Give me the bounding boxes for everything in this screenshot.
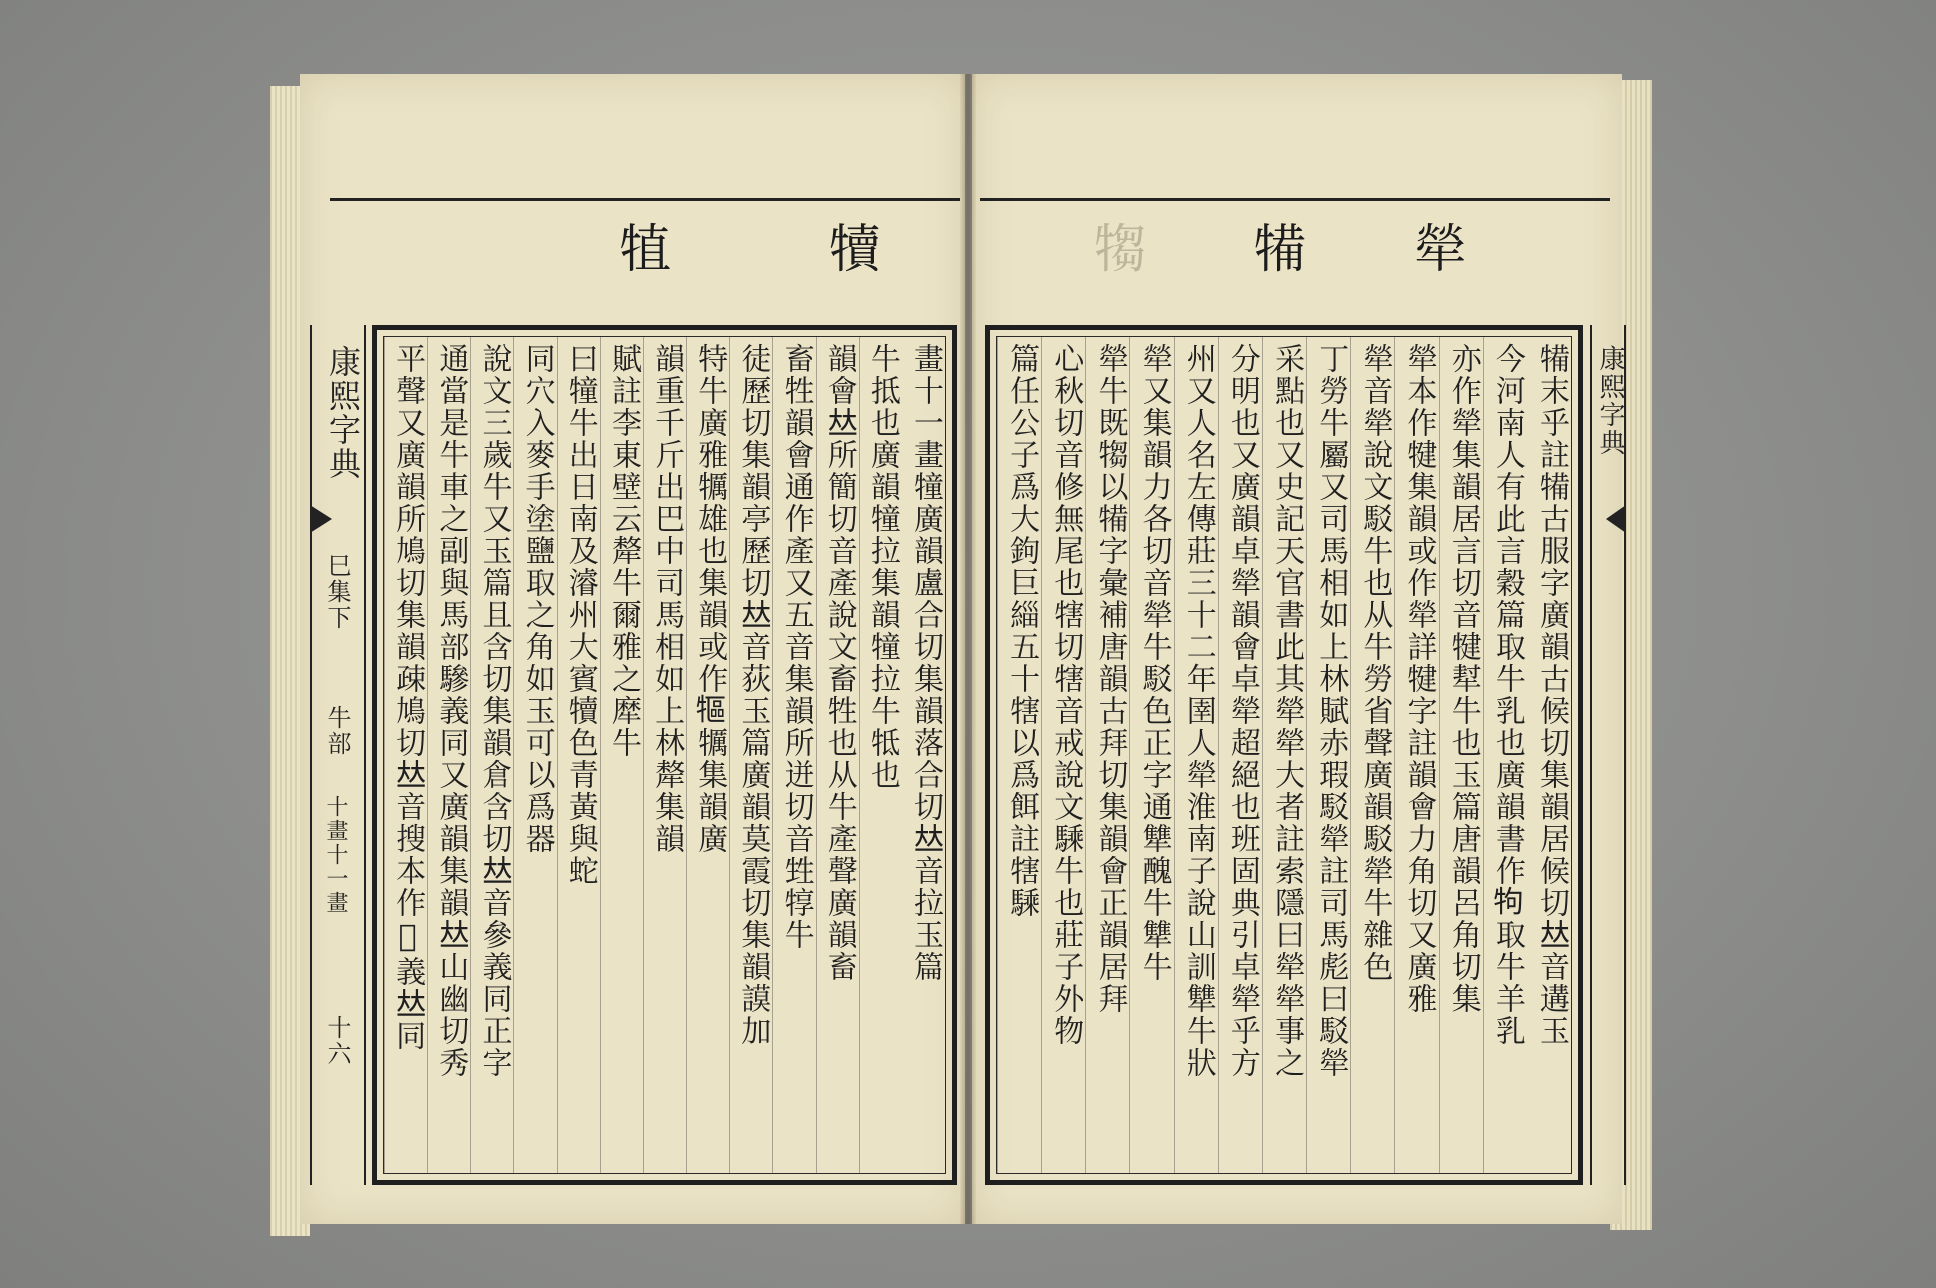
text-column: 平聲又廣韻所鳩切集韻疎鳩切𠀤音搜本作𤛓義𠀤同: [384, 337, 427, 1173]
right-text-area: [996, 336, 1572, 1174]
left-spine: [310, 325, 366, 1185]
spine-title: 康熙字典: [324, 345, 362, 481]
right-columns: [997, 337, 1571, 1173]
text-column: 曰犝牛出日南及濬州大賓犢色青黃與蛇: [557, 337, 600, 1173]
left-top-rule: [330, 198, 960, 201]
text-column: 今河南人有此言穀篇取牛乳也廣韻書作𤘽取牛羊乳: [1483, 337, 1527, 1173]
text-column: 篇任公子爲大鉤巨緇五十犗以爲餌註犗騬: [997, 337, 1041, 1173]
right-top-rule: [980, 198, 1610, 201]
right-text-frame: [985, 325, 1583, 1185]
seal-char: 犕: [1253, 220, 1306, 280]
right-seal-heading: [1040, 215, 1520, 285]
left-text-frame: [372, 325, 957, 1185]
text-column: 韻重千斤出巴中司馬相如上林犛集韻: [643, 337, 686, 1173]
seal-char: 犖: [1413, 220, 1466, 280]
spine-page-number: 十六: [323, 1015, 351, 1067]
text-column: 犖本作犍集韻或作犖詳犍字註韻會力角切又廣雅: [1394, 337, 1438, 1173]
text-column: 韻會𠀤所簡切音產說文畜牲也从牛產聲廣韻畜: [816, 337, 859, 1173]
spine-title: 康熙字典: [1595, 345, 1625, 457]
text-column: 同穴入麥手塗鹽取之角如玉可以爲器: [513, 337, 556, 1173]
text-column: 犖牛既犓以犕字彙補唐韻古拜切集韻會正韻居拜: [1085, 337, 1129, 1173]
left-columns: [384, 337, 945, 1173]
spine-strokes: 十畫十一畫: [323, 795, 348, 915]
seal-char: 犆: [618, 220, 671, 280]
left-text-area: [383, 336, 946, 1174]
text-column: 州又人名左傳莊三十二年圉人犖淮南子說山訓犨牛狀: [1174, 337, 1218, 1173]
right-spine: [1590, 325, 1626, 1185]
text-column: 犖又集韻力各切音犖牛駁色正字通犨醜牛犨牛: [1129, 337, 1173, 1173]
seal-char: 犢: [828, 220, 881, 280]
text-column: 畜牲韻會通作產又五音集韻所迸切音甡犉牛: [772, 337, 815, 1173]
text-column: 心秋切音修無尾也犗切犗音戒說文騬牛也莊子外物: [1041, 337, 1085, 1173]
text-column: 分明也又廣韻卓犖韻會卓犖超絕也班固典引卓犖乎方: [1218, 337, 1262, 1173]
text-column: 犖音犖說文駁牛也从牛勞省聲廣韻駁犖牛雜色: [1350, 337, 1394, 1173]
text-column: 丁勞牛屬又司馬相如上林賦赤瑕駁犖註司馬彪曰駁犖: [1306, 337, 1350, 1173]
text-column: 犕末乎註犕古服字廣韻古候切集韻居候切𠀤音遘玉: [1534, 343, 1569, 1047]
text-column: 賦註李東壁云犛牛爾雅之犘牛: [600, 337, 643, 1173]
text-column: 牛抵也廣韻犝拉集韻犝拉牛牴也: [859, 337, 902, 1173]
seal-char: 犓: [1093, 220, 1146, 280]
book-gutter: [960, 74, 976, 1224]
text-column: 采點也又史記天官書此其犖犖大者註索隱曰犖犖事之: [1262, 337, 1306, 1173]
spine-radical: 牛部: [323, 705, 351, 757]
text-column: 畫十一畫犝廣韻盧合切集韻落合切𠀤音拉玉篇: [908, 343, 943, 983]
text-column: 通當是牛車之副與馬部驂義同又廣韻集韻𠀤山幽切秀: [427, 337, 470, 1173]
text-column: 徒歷切集韻亭歷切𠀤音荻玉篇廣韻莫霞切集韻謨加: [729, 337, 772, 1173]
text-column: 亦作犖集韻居言切音犍犎牛也玉篇唐韻呂角切集: [1439, 337, 1483, 1173]
fishtail-mark: [310, 505, 332, 533]
text-column: 特牛廣雅犡雄也集韻或作𤛐犡集韻廣: [686, 337, 729, 1173]
spine-section: 巳集下: [323, 553, 351, 631]
left-seal-heading: [540, 215, 960, 285]
fishtail-mark: [1606, 505, 1626, 533]
text-column: 說文三歲牛又玉篇且含切集韻倉含切𠀤音參義同正字: [470, 337, 513, 1173]
